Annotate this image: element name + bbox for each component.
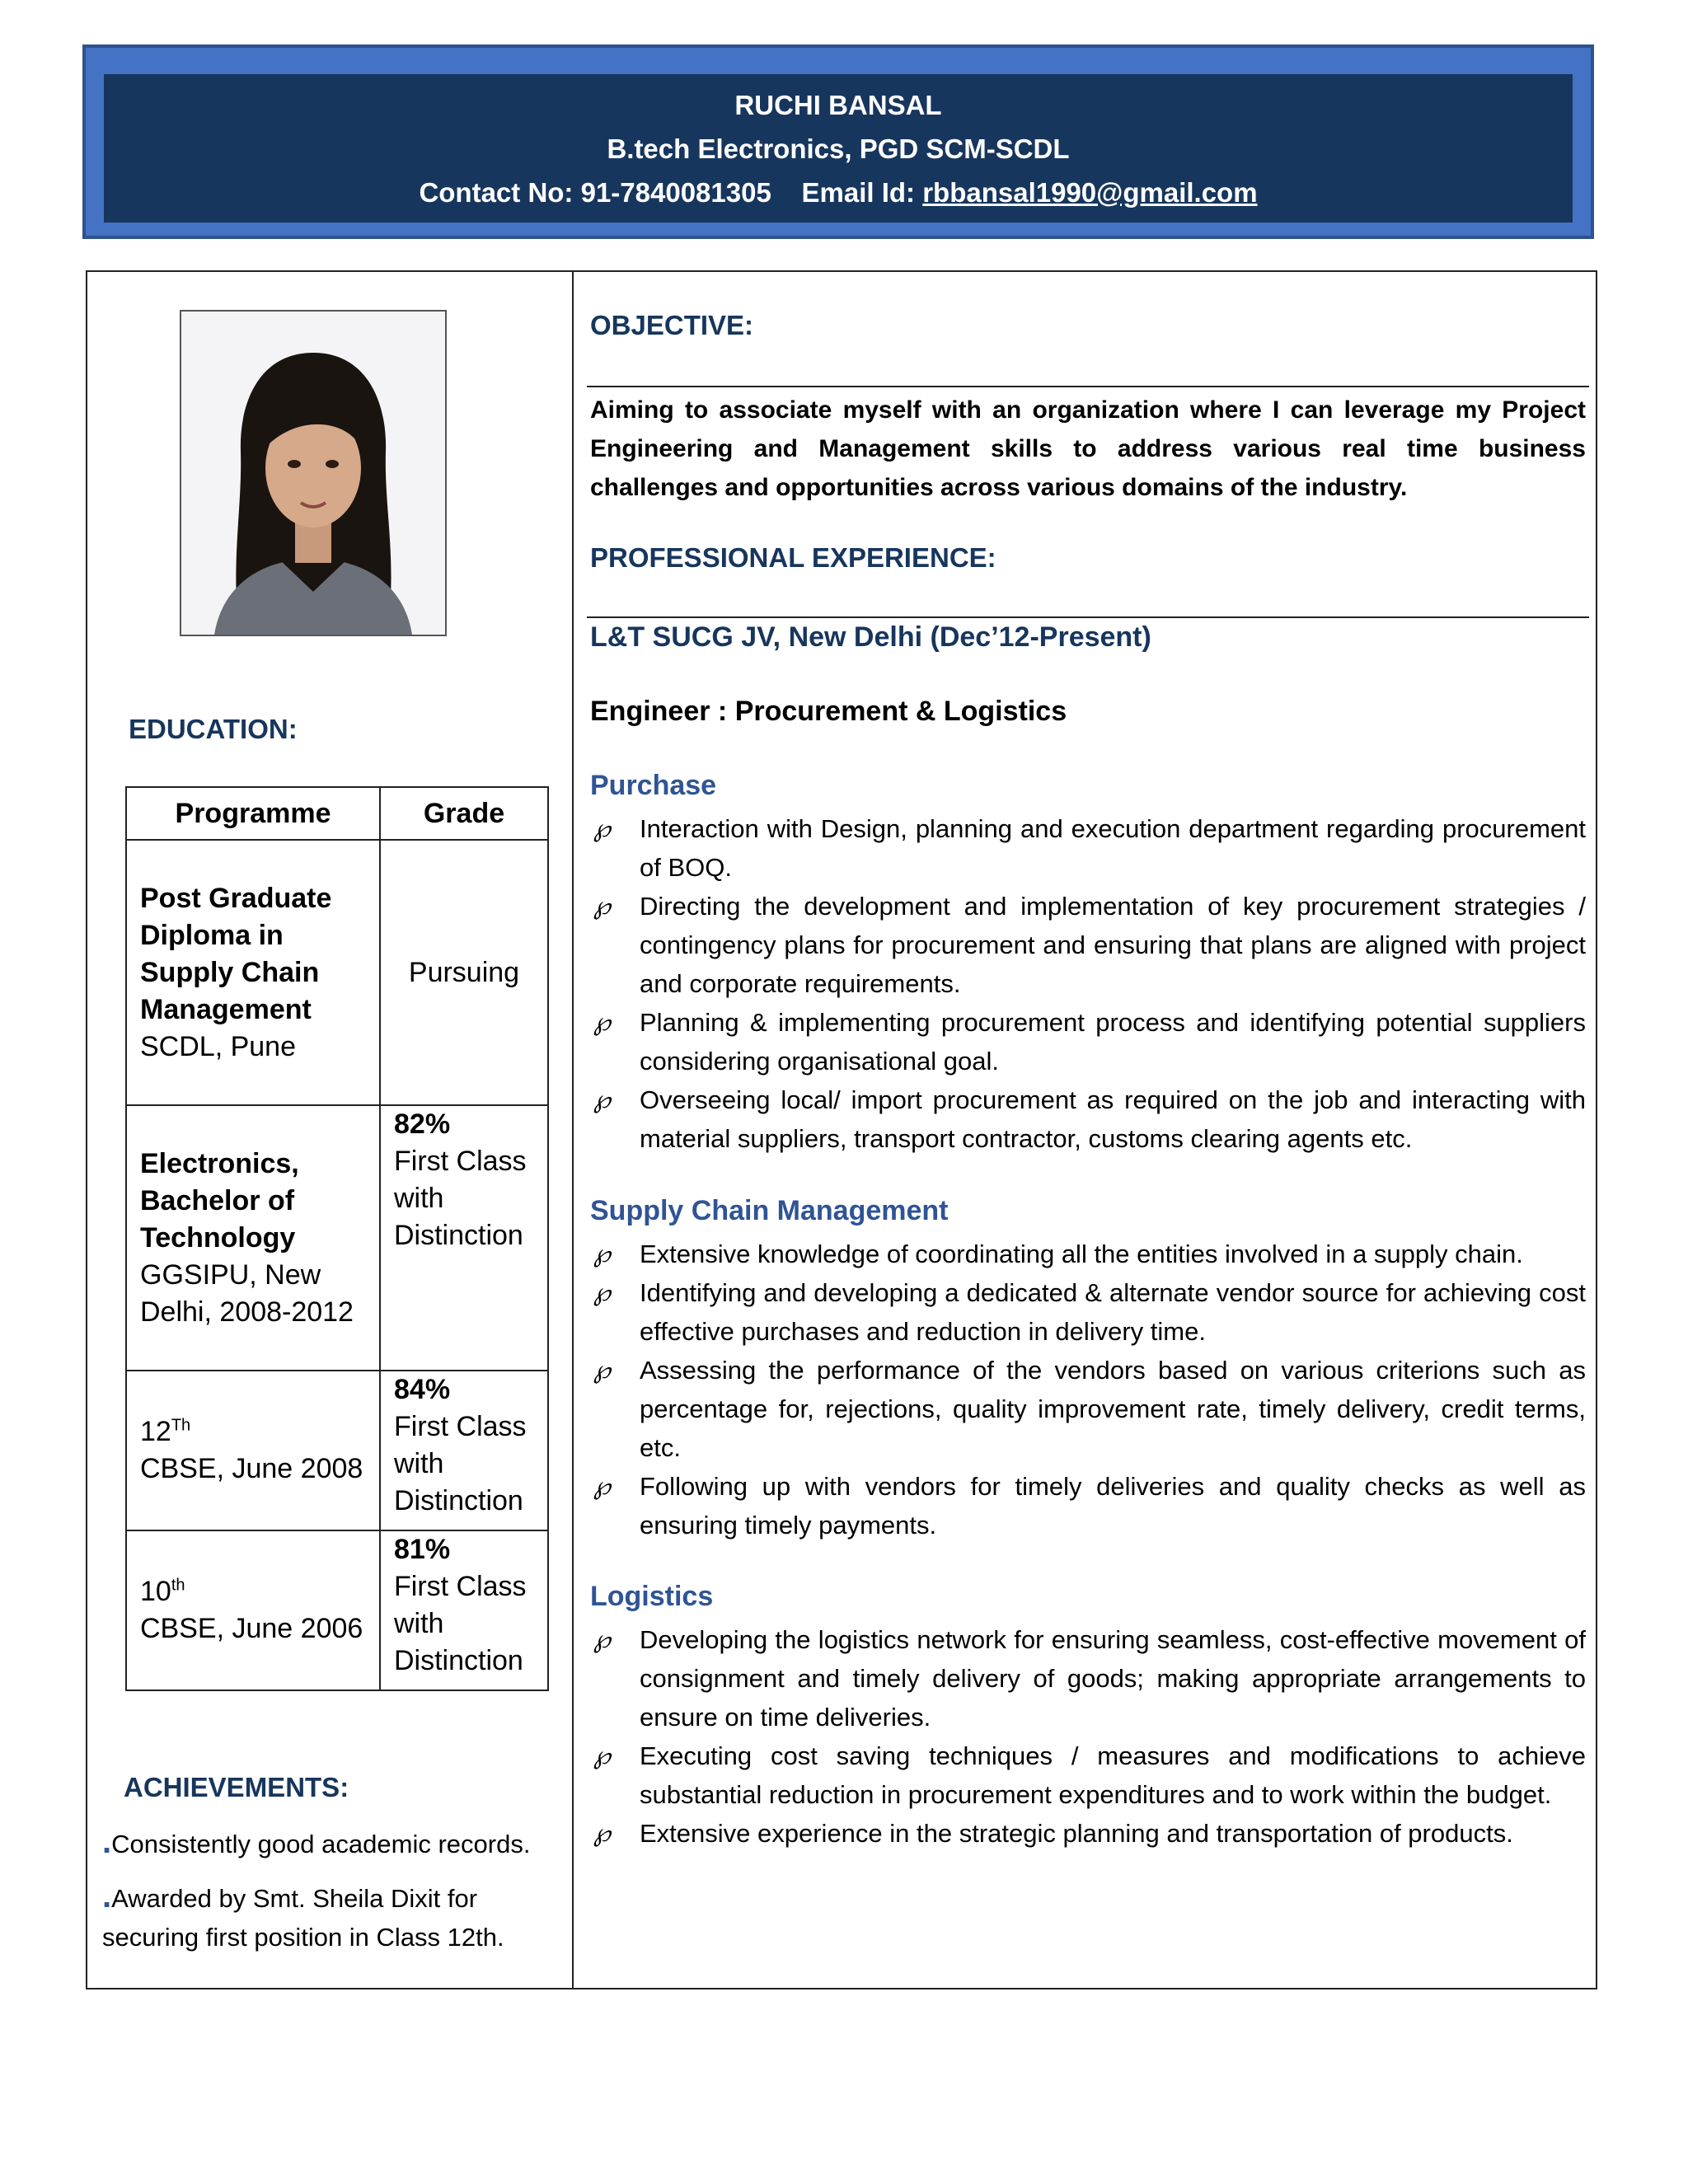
list-item [590,1235,1586,1273]
logistics-list [590,1620,1586,1853]
list-item [590,887,1586,1003]
bullet-script-p-icon: ℘ [593,814,611,843]
grade-text: First Class with Distinction [394,1571,527,1676]
table-row [126,840,548,1105]
programme-level [140,1573,379,1610]
job-role: Engineer : Procurement & Logistics [590,696,1067,727]
grade-cell [380,1105,548,1371]
list-item-text: Identifying and developing a dedicated & alternate vendor source for achieving cost effective purchases and reduction in delivery time. [640,1278,1586,1346]
list-item-text: Planning & implementing procurement process and identifying potential suppliers considering organisational goal. [640,1008,1586,1076]
bullet-script-p-icon: ℘ [593,892,611,921]
bullet-script-p-icon: ℘ [593,1008,611,1037]
table-row [126,1371,548,1530]
list-item-text: Overseeing local/ import procurement as required on the job and interacting with material suppliers, transport contractor, customs clearing agents etc. [640,1085,1586,1153]
bullet-script-p-icon: ℘ [593,1625,611,1654]
objective-text: Aiming to associate myself with an organization where I can leverage my Project Engineering and Management skills to address various real time business challenges and opportunities across various domains of the industry. [590,396,1586,501]
achievement-text: Consistently good academic records. [111,1830,531,1858]
purchase-list [590,809,1586,1158]
list-item [590,1620,1586,1736]
programme-level-suffix: th [171,1576,185,1595]
objective-title: OBJECTIVE: [590,310,754,340]
list-item-text: Developing the logistics network for ensuring seamless, cost-effective movement of consignment and timely delivery of goods; making appropriate arrangements to ensure on time deliveries. [640,1625,1586,1732]
programme-name: Post Graduate Diploma in Supply Chain Management [140,882,332,1025]
grade-cell [380,1371,548,1530]
programme-level [140,1413,379,1451]
column-header-grade: Grade [380,787,548,840]
list-item-text: Extensive experience in the strategic planning and transportation of products. [640,1819,1513,1848]
supply-chain-list [590,1235,1586,1544]
list-item-text: Interaction with Design, planning and execution department regarding procurement of BOQ. [640,814,1586,882]
bullet-script-p-icon: ℘ [593,1240,611,1268]
programme-cell [126,1371,380,1530]
experience-title: PROFESSIONAL EXPERIENCE: [590,542,996,573]
education-table [125,786,549,1691]
programme-level-suffix: Th [171,1416,191,1435]
list-item-text: Executing cost saving techniques / measures and modifications to achieve substantial reduction in procurement expenditures and to work within the budget. [640,1741,1586,1809]
objective-rule [587,386,1589,387]
bullet-script-p-icon: ℘ [593,1356,611,1385]
grade-cell [380,840,548,1105]
list-item [590,1736,1586,1814]
programme-institute: CBSE, June 2008 [140,1453,363,1484]
programme-cell [126,1105,380,1371]
list-item [590,1814,1586,1853]
table-row [126,1530,548,1690]
achievement-item [102,1823,564,1863]
contact-number: Contact No: 91-7840081305 [419,176,771,208]
bullet-script-p-icon: ℘ [593,1819,611,1848]
table-row [126,1105,548,1371]
bullet-script-p-icon: ℘ [593,1741,611,1770]
programme-name: Electronics, Bachelor of Technology [140,1147,299,1254]
education-header-row [126,787,548,840]
candidate-qualification: B.tech Electronics, PGD SCM-SCDL [607,133,1070,164]
section-supply-chain-title: Supply Chain Management [590,1195,949,1226]
header-banner [82,45,1594,239]
email-link[interactable]: rbbansal1990@gmail.com [922,176,1258,208]
achievement-item [102,1877,564,1957]
programme-level-number: 10 [140,1576,171,1607]
list-item [590,1003,1586,1080]
bullet-script-p-icon: ℘ [593,1472,611,1501]
grade-text: First Class with Distinction [394,1146,527,1251]
programme-level-number: 12 [140,1416,171,1447]
resume-body [86,270,1597,1990]
list-item-text: Assessing the performance of the vendors based on various criterions such as percentage for, rejections, quality improvement rate, timely delivery, credit terms, etc. [640,1356,1586,1462]
list-item [590,809,1586,887]
list-item-text: Directing the development and implementation of key procurement strategies / contingency plans for procurement and ensuring that plans are aligned with project and corporate requirements. [640,892,1586,998]
candidate-name: RUCHI BANSAL [734,89,942,120]
column-header-programme: Programme [126,787,380,840]
grade-cell [380,1530,548,1690]
section-logistics-title: Logistics [590,1581,714,1612]
profile-photo-illustration [181,312,445,635]
achievements-title: ACHIEVEMENTS: [124,1772,349,1802]
section-purchase-title: Purchase [590,770,717,801]
programme-cell [126,840,380,1105]
achievement-text: Awarded by Smt. Sheila Dixit for securing first position in Class 12th. [102,1884,504,1952]
email-label: Email Id: [801,176,916,208]
contact-line [104,171,1573,214]
list-item [590,1351,1586,1467]
grade-text: First Class with Distinction [394,1411,527,1516]
column-divider [572,272,574,1988]
programme-cell [126,1530,380,1690]
company-name: L&T SUCG JV, New Delhi (Dec’12-Present) [590,621,1151,653]
list-item [590,1080,1586,1158]
experience-rule [587,616,1589,618]
grade-percent: 84% [394,1374,451,1405]
programme-institute: GGSIPU, New Delhi, 2008-2012 [140,1258,354,1328]
education-title: EDUCATION: [129,714,298,744]
list-item-text: Following up with vendors for timely deliveries and quality checks as well as ensuring timely payments. [640,1472,1586,1540]
bullet-dot-icon: . [102,1878,112,1915]
bullet-script-p-icon: ℘ [593,1085,611,1114]
profile-photo [180,310,447,636]
list-item [590,1467,1586,1544]
bullet-dot-icon: . [102,1824,112,1860]
grade-percent: 82% [394,1108,451,1140]
programme-institute: SCDL, Pune [140,1030,296,1062]
grade-percent: 81% [394,1534,451,1565]
header-content [104,74,1573,223]
list-item [590,1273,1586,1351]
list-item-text: Extensive knowledge of coordinating all the entities involved in a supply chain. [640,1240,1523,1268]
bullet-script-p-icon: ℘ [593,1278,611,1307]
grade-text: Pursuing [408,956,520,988]
programme-institute: CBSE, June 2006 [140,1613,363,1644]
